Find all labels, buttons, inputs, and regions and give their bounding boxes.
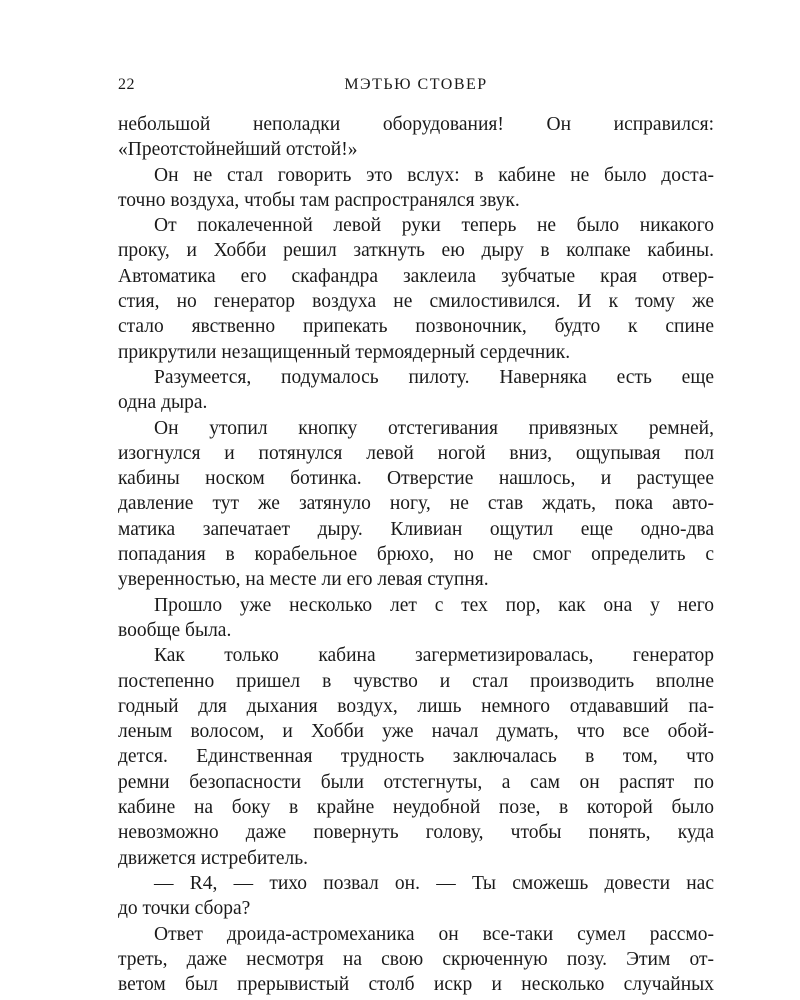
- text-line: матика запечатает дыру. Кливиан ощутил еще одно-два: [118, 518, 714, 540]
- text-line: движется истребитель.: [118, 847, 308, 869]
- text-line: вообще была.: [118, 619, 232, 641]
- text-line: Ответ дроида-астромеханика он все-таки сумел рассмо-: [154, 923, 714, 945]
- text-line: Автоматика его скафандра заклеила зубчатые края отвер-: [118, 265, 714, 287]
- text-line: невозможно даже повернуть голову, чтобы понять, куда: [118, 822, 714, 844]
- text-line: точно воздуха, чтобы там распространялся звук.: [118, 189, 520, 211]
- text-line: Он не стал говорить это вслух: в кабине не было доста-: [154, 164, 714, 186]
- body-text: [118, 112, 714, 997]
- text-line: «Преотстойнейший отстой!»: [118, 139, 358, 161]
- text-line: кабины носком ботинка. Отверстие нашлось, и растущее: [118, 468, 714, 490]
- text-line: проку, и Хобби решил заткнуть ею дыру в колпаке кабины.: [118, 240, 714, 262]
- text-line: Он утопил кнопку отстегивания привязных ремней,: [154, 417, 714, 439]
- page-number: 22: [118, 76, 135, 93]
- text-line: ремни безопасности были отстегнуты, а сам он распят по: [118, 771, 714, 793]
- text-line: стало явственно припекать позвоночник, будто к спине: [118, 316, 714, 338]
- text-line: изогнулся и потянулся левой ногой вниз, ощупывая пол: [118, 442, 714, 464]
- text-line: попадания в корабельное брюхо, но не смог определить с: [118, 544, 714, 566]
- text-line: уверенностью, на месте ли его левая ступня.: [118, 569, 489, 591]
- text-line: дется. Единственная трудность заключалась в том, что: [118, 746, 714, 768]
- text-line: — R4, — тихо позвал он. — Ты сможешь довести нас: [154, 872, 714, 894]
- text-line: Как только кабина загерметизировалась, генератор: [154, 645, 714, 667]
- text-line: одна дыра.: [118, 392, 208, 414]
- text-line: постепенно пришел в чувство и стал производить вполне: [118, 670, 714, 692]
- text-line: Прошло уже несколько лет с тех пор, как она у него: [154, 594, 714, 616]
- text-line: Разумеется, подумалось пилоту. Наверняка есть еще: [154, 366, 714, 388]
- text-line: треть, даже несмотря на свою скрюченную позу. Этим от-: [118, 948, 714, 970]
- text-line: От покалеченной левой руки теперь не было никакого: [154, 215, 714, 237]
- book-author: МЭТЬЮ СТОВЕР: [344, 76, 488, 93]
- text-line: ветом был прерывистый столб искр и несколько случайных: [118, 974, 714, 996]
- running-head: [118, 76, 714, 98]
- text-line: кабине на боку в крайне неудобной позе, в которой было: [118, 797, 714, 819]
- text-line: до точки сбора?: [118, 898, 251, 920]
- text-line: прикрутили незащищенный термоядерный сердечник.: [118, 341, 571, 363]
- text-line: годный для дыхания воздух, лишь немного отдававший па-: [118, 695, 714, 717]
- text-line: давление тут же затянуло ногу, не став ждать, пока авто-: [118, 493, 714, 515]
- text-line: леным волосом, и Хобби уже начал думать, что все обой-: [118, 721, 714, 743]
- text-line: стия, но генератор воздуха не смилостивился. И к тому же: [118, 291, 714, 313]
- text-line: небольшой неполадки оборудования! Он исправился:: [118, 114, 714, 135]
